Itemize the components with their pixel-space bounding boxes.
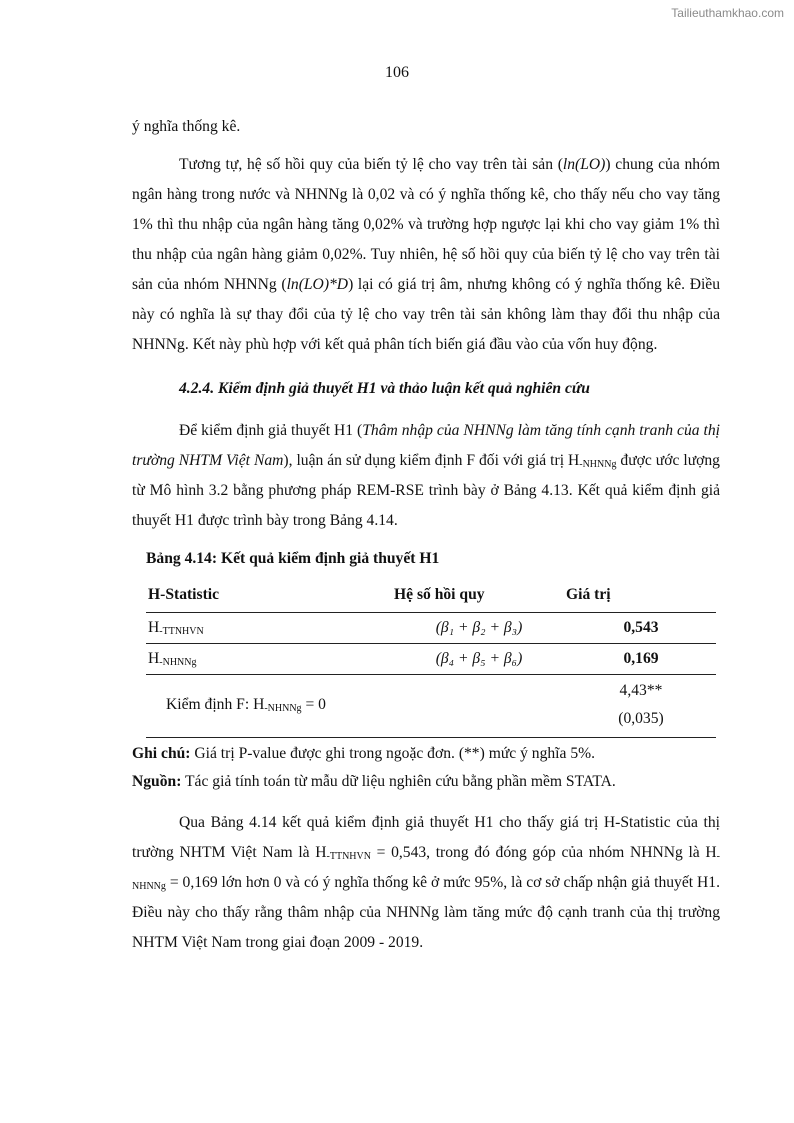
header-coefficient: Hệ số hồi quy (392, 578, 564, 613)
table-caption: Bảng 4.14: Kết quả kiểm định giả thuyết H1 (146, 550, 440, 567)
table-row (146, 644, 716, 675)
page-content (132, 112, 720, 958)
table-row (146, 613, 716, 644)
table-header-row (146, 578, 716, 613)
ftest-empty (392, 675, 564, 738)
row-coefficient: (β₁ + β₂ + β₃) (392, 613, 564, 644)
table-notes (132, 740, 720, 796)
row-label: $H_{-TTNHVN}$ (146, 613, 392, 644)
paragraph-conclusion: Qua Bảng 4.14 kết quả kiểm định giả thuyết H1 cho thấy giá trị H-Statistic của thị trường NHTM Việt Nam là $H_{-TTNHVN} = 0,543$, trong đó đóng góp của nhóm NHNNg là $H_{-NHNNg} = 0,169$ lớn hơn 0 và có ý nghĩa thống kê ở mức 95%, là cơ sở chấp nhận giả thuyết H1. Điều này cho thấy rằng thâm nhập của NHNNg làm tăng mức độ cạnh tranh của thị trường NHTM Việt Nam trong giai đoạn 2009 - 2019. (132, 814, 720, 951)
ftest-value: 4,43** (0,035) (564, 675, 716, 738)
header-value: Giá trị (564, 578, 716, 613)
header-h-statistic: H-Statistic (146, 578, 392, 613)
section-heading: 4.2.4. Kiểm định giả thuyết H1 và thảo luận kết quả nghiên cứu (179, 380, 590, 397)
paragraph-loan-ratio: Tương tự, hệ số hồi quy của biến tỷ lệ cho vay trên tài sản (ln(LO)) chung của nhóm ngân hàng trong nước và NHNNg là 0,02 và có ý nghĩa thống kê, cho thấy nếu cho vay tăng 1% thì thu nhập của ngân hàng tăng 0,02% và trường hợp ngược lại khi cho vay giảm 1% thì thu nhập của ngân hàng giảm 0,02%. Tuy nhiên, hệ số hồi quy của biến tỷ lệ cho vay trên tài sản của nhóm NHNNg (ln(LO)*D) lại có giá trị âm, nhưng không có ý nghĩa thống kê. Điều này có nghĩa là sự thay đổi của tỷ lệ cho vay trên tài sản không làm thay đổi thu nhập của NHNNg. Kết này phù hợp với kết quả phân tích biến giá đầu vào của vốn huy động. (132, 156, 721, 353)
row-value: 0,543 (564, 613, 716, 644)
watermark: Tailieuthamkhao.com (671, 6, 784, 20)
source-line: Nguồn: Tác giả tính toán từ mẫu dữ liệu nghiên cứu bằng phần mềm STATA. (132, 773, 616, 790)
page-number: 106 (385, 64, 409, 81)
row-value: 0,169 (564, 644, 716, 675)
row-coefficient: (β₄ + β₅ + β₆) (392, 644, 564, 675)
row-label: $H_{-NHNNg}$ (146, 644, 392, 675)
paragraph-hypothesis-intro: Để kiểm định giả thuyết H1 (Thâm nhập của NHNNg làm tăng tính cạnh tranh của thị trường NHTM Việt Nam), luận án sử dụng kiểm định F đối với giá trị $H_{-NHNNg}$ được ước lượng từ Mô hình 3.2 bằng phương pháp REM-RSE trình bày ở Bảng 4.13. Kết quả kiểm định giả thuyết H1 được trình bày trong Bảng 4.14. (132, 422, 720, 529)
results-table (146, 578, 716, 738)
ftest-row (146, 675, 716, 738)
continuation-line: ý nghĩa thống kê. (132, 118, 241, 135)
ftest-label: Kiểm định F: $H_{-NHNNg} = 0$ (146, 675, 392, 738)
note-line: Ghi chú: Giá trị P-value được ghi trong ngoặc đơn. (**) mức ý nghĩa 5%. (132, 745, 596, 762)
